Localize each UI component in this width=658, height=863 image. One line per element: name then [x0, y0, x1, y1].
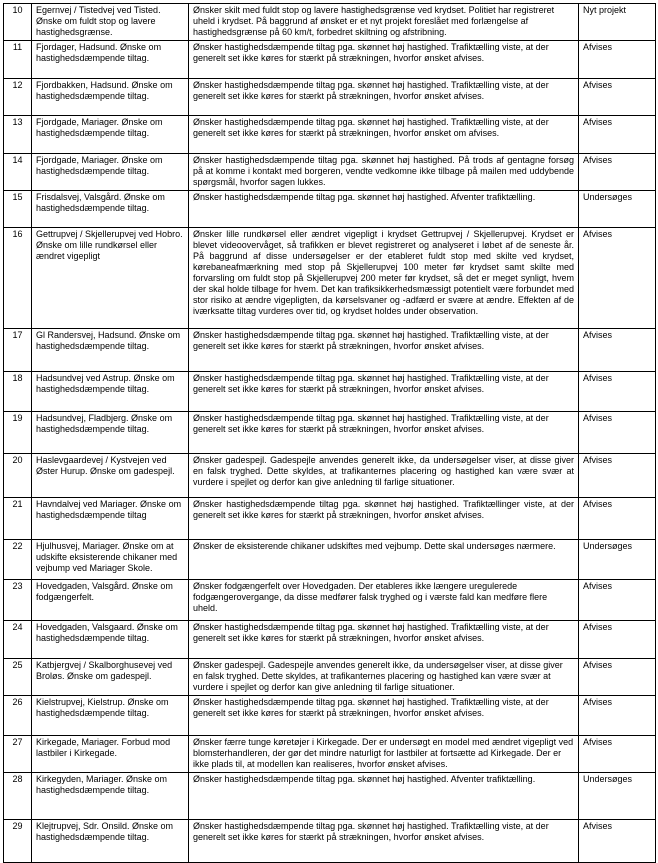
assessment-description: Ønsker gadespejl. Gadespejle anvendes generelt ikke, da undersøgelser viser, at disse giver en falsk tryghed. Dette skyldes, at trafikanternes placering og hastighed kan være svær at vurdere i spejlet og derfor kan give anledning til farlige situationer.: [189, 454, 579, 498]
table-row: [4, 736, 656, 773]
assessment-description: Ønsker færre tunge køretøjer i Kirkegade. Der er undersøgt en model med ændret vigepligt ved blomsterhandleren, der gør det mindre naturligt for lastbiler at fortsætte ad Kirkegade. Der er ikke plads til, at modellen kan realiseres, hvorfor ønsket afvises.: [189, 736, 579, 773]
table-row: [4, 41, 656, 79]
table-row: [4, 154, 656, 191]
location-and-request: Fjordbakken, Hadsund. Ønske om hastighedsdæmpende tiltag.: [32, 79, 189, 116]
location-and-request: Fjordager, Hadsund. Ønske om hastighedsdæmpende tiltag.: [32, 41, 189, 79]
table-row: [4, 454, 656, 498]
location-and-request: Hovedgaden, Valsgård. Ønske om fodgængerfelt.: [32, 580, 189, 621]
location-and-request: Katbjergvej / Skalborghusevej ved Broløs. Ønske om gadespejl.: [32, 659, 189, 696]
case-number: 25: [4, 659, 32, 696]
status-label: Afvises: [579, 329, 656, 372]
assessment-description: Ønsker hastighedsdæmpende tiltag pga. skønnet høj hastighed. Trafiktælling viste, at der generelt set ikke køres for stærkt på strækningen, hvorfor ønsket om afvises.: [189, 116, 579, 154]
assessment-description: Ønsker hastighedsdæmpende tiltag pga. skønnet høj hastighed. Trafiktælling viste, at der generelt set ikke køres for stærkt på strækningen, hvorfor ønsket afvises.: [189, 372, 579, 412]
table-row: [4, 228, 656, 329]
location-and-request: Kirkegade, Mariager. Forbud mod lastbiler i Kirkegade.: [32, 736, 189, 773]
location-and-request: Fjordgade, Mariager. Ønske om hastighedsdæmpende tiltag.: [32, 154, 189, 191]
table-row: [4, 79, 656, 116]
status-label: Undersøges: [579, 540, 656, 580]
case-number: 17: [4, 329, 32, 372]
status-label: Afvises: [579, 116, 656, 154]
table-row: [4, 696, 656, 736]
table-row: [4, 372, 656, 412]
case-number: 16: [4, 228, 32, 329]
status-label: Afvises: [579, 580, 656, 621]
table-row: [4, 659, 656, 696]
status-label: Afvises: [579, 228, 656, 329]
case-number: 29: [4, 820, 32, 863]
case-number: 15: [4, 191, 32, 228]
location-and-request: Gl Randersvej, Hadsund. Ønske om hastighedsdæmpende tiltag.: [32, 329, 189, 372]
assessment-description: Ønsker fodgængerfelt over Hovedgaden. Der etableres ikke længere uregulerede fodgængerovergange, da disse medfører falsk tryghed og i værste fald kan medføre flere uheld.: [189, 580, 579, 621]
assessment-description: Ønsker gadespejl. Gadespejle anvendes generelt ikke, da undersøgelser viser, at disse giver en falsk tryghed. Dette skyldes, at trafikanternes placering og hastighed kan være svær at vurdere i spejlet og derfor kan give anledning til farlige situationer.: [189, 659, 579, 696]
table-row: [4, 773, 656, 820]
assessment-description: Ønsker hastighedsdæmpende tiltag pga. skønnet høj hastighed. Trafiktælling viste, at der generelt set ikke køres for stærkt på strækningen, hvorfor ønsket afvises.: [189, 41, 579, 79]
status-label: Afvises: [579, 736, 656, 773]
assessment-description: Ønsker hastighedsdæmpende tiltag pga. skønnet høj hastighed. Afventer trafiktælling.: [189, 191, 579, 228]
table-row: [4, 621, 656, 659]
case-number: 19: [4, 412, 32, 454]
location-and-request: Hadsundvej, Fladbjerg. Ønske om hastighedsdæmpende tiltag.: [32, 412, 189, 454]
case-number: 14: [4, 154, 32, 191]
table-row: [4, 191, 656, 228]
status-label: Afvises: [579, 372, 656, 412]
assessment-description: Ønsker hastighedsdæmpende tiltag pga. skønnet høj hastighed. Trafiktælling viste, at der generelt set ikke køres for stærkt på strækningen, hvorfor ønsket afvises.: [189, 621, 579, 659]
case-number: 21: [4, 498, 32, 540]
location-and-request: Kielstrupvej, Kielstrup. Ønske om hastighedsdæmpende tiltag.: [32, 696, 189, 736]
case-number: 27: [4, 736, 32, 773]
status-label: Undersøges: [579, 191, 656, 228]
case-number: 13: [4, 116, 32, 154]
status-label: Afvises: [579, 41, 656, 79]
status-label: Afvises: [579, 498, 656, 540]
table-row: [4, 116, 656, 154]
status-label: Nyt projekt: [579, 4, 656, 41]
assessment-description: Ønsker hastighedsdæmpende tiltag pga. skønnet høj hastighed. På trods af gentagne forsøg på at komme i kontakt med borgeren, vendte vedkomne ikke tilbage på mailen med uddybende spørgsmål, hvorfor sagen lukkes.: [189, 154, 579, 191]
assessment-description: Ønsker de eksisterende chikaner udskiftes med vejbump. Dette skal undersøges nærmere.: [189, 540, 579, 580]
assessment-description: Ønsker hastighedsdæmpende tiltag pga. skønnet høj hastighed. Trafiktælling viste, at der generelt set ikke køres for stærkt på strækningen, hvorfor ønsket afvises.: [189, 412, 579, 454]
assessment-description: Ønsker hastighedsdæmpende tiltag pga. skønnet høj hastighed. Trafiktælling viste, at der generelt set ikke køres for stærkt på strækningen, hvorfor ønsket afvises.: [189, 820, 579, 863]
status-label: Afvises: [579, 79, 656, 116]
case-number: 10: [4, 4, 32, 41]
location-and-request: Gettrupvej / Skjellerupvej ved Hobro. Ønske om lille rundkørsel eller ændret vigepligt: [32, 228, 189, 329]
table-row: [4, 4, 656, 41]
status-label: Afvises: [579, 696, 656, 736]
location-and-request: Hjulhusvej, Mariager. Ønske om at udskifte eksisterende chikaner med vejbump ved Mariager Skole.: [32, 540, 189, 580]
case-number: 12: [4, 79, 32, 116]
assessment-description: Ønsker hastighedsdæmpende tiltag pga. skønnet høj hastighed. Trafiktællinger viste, at der generelt set ikke køres for stærkt på strækningen, hvorfor ønsket afvises.: [189, 498, 579, 540]
table-row: [4, 498, 656, 540]
status-label: Afvises: [579, 659, 656, 696]
assessment-description: Ønsker lille rundkørsel eller ændret vigepligt i krydset Gettrupvej / Skjellerupvej. Krydset er blevet videoovervåget, så trafikken er blevet registreret og analyseret i løbet af de seneste år. På baggrund af disse undersøgelser er der etableret fuldt stop med skilte ved krydset, kørebaneafmærkning med stop på Skjellerupvej 100 meter før krydset samt skilte med forvarsling om fuldt stop på Skjellerupvej 200 meter før krydset, så det er meget synligt, hvem der skal holde tilbage for hvem. Det kan trafiksikkerhedsmæssigt potentielt være forbundet med stor risiko at ændre vigepligten, da kørselsvaner og -adfærd er svære at ændre. Effekten af de iværksatte tiltag vurderes over tid, og krydset holdes under observation.: [189, 228, 579, 329]
assessment-description: Ønsker skilt med fuldt stop og lavere hastighedsgrænse ved krydset. Politiet har registreret uheld i krydset. På baggrund af ønsket er et nyt projekt foreslået med forlængelse af hastighedsgrænse på 60 km/t, forbedret skiltning og afstribning.: [189, 4, 579, 41]
status-label: Afvises: [579, 412, 656, 454]
location-and-request: Egernvej / Tistedvej ved Tisted. Ønske om fuldt stop og lavere hastighedsgrænse.: [32, 4, 189, 41]
case-number: 11: [4, 41, 32, 79]
case-number: 23: [4, 580, 32, 621]
location-and-request: Fjordgade, Mariager. Ønske om hastighedsdæmpende tiltag.: [32, 116, 189, 154]
table-row: [4, 412, 656, 454]
traffic-request-table: [3, 3, 656, 863]
case-number: 24: [4, 621, 32, 659]
status-label: Afvises: [579, 621, 656, 659]
location-and-request: Hovedgaden, Valsgaard. Ønske om hastighedsdæmpende tiltag.: [32, 621, 189, 659]
table-row: [4, 329, 656, 372]
status-label: Undersøges: [579, 773, 656, 820]
assessment-description: Ønsker hastighedsdæmpende tiltag pga. skønnet høj hastighed. Trafiktælling viste, at der generelt set ikke køres for stærkt på strækningen, hvorfor ønsket afvises.: [189, 329, 579, 372]
table-row: [4, 820, 656, 863]
assessment-description: Ønsker hastighedsdæmpende tiltag pga. skønnet høj hastighed. Afventer trafiktælling.: [189, 773, 579, 820]
status-label: Afvises: [579, 154, 656, 191]
assessment-description: Ønsker hastighedsdæmpende tiltag pga. skønnet høj hastighed. Trafiktælling viste, at der generelt set ikke køres for stærkt på strækningen, hvorfor ønsket afvises.: [189, 79, 579, 116]
table-body: [4, 4, 656, 863]
location-and-request: Frisdalsvej, Valsgård. Ønske om hastighedsdæmpende tiltag.: [32, 191, 189, 228]
case-number: 22: [4, 540, 32, 580]
status-label: Afvises: [579, 454, 656, 498]
case-number: 20: [4, 454, 32, 498]
location-and-request: Kirkegyden, Mariager. Ønske om hastighedsdæmpende tiltag.: [32, 773, 189, 820]
status-label: Afvises: [579, 820, 656, 863]
location-and-request: Klejtrupvej, Sdr. Onsild. Ønske om hastighedsdæmpende tiltag.: [32, 820, 189, 863]
location-and-request: Haslevgaardevej / Kystvejen ved Øster Hurup. Ønske om gadespejl.: [32, 454, 189, 498]
table-row: [4, 580, 656, 621]
table-row: [4, 540, 656, 580]
case-number: 28: [4, 773, 32, 820]
case-number: 26: [4, 696, 32, 736]
case-number: 18: [4, 372, 32, 412]
assessment-description: Ønsker hastighedsdæmpende tiltag pga. skønnet høj hastighed. Trafiktælling viste, at der generelt set ikke køres for stærkt på strækningen, hvorfor ønsket afvises.: [189, 696, 579, 736]
location-and-request: Hadsundvej ved Astrup. Ønske om hastighedsdæmpende tiltag.: [32, 372, 189, 412]
location-and-request: Havndalvej ved Mariager. Ønske om hastighedsdæmpende tiltag: [32, 498, 189, 540]
